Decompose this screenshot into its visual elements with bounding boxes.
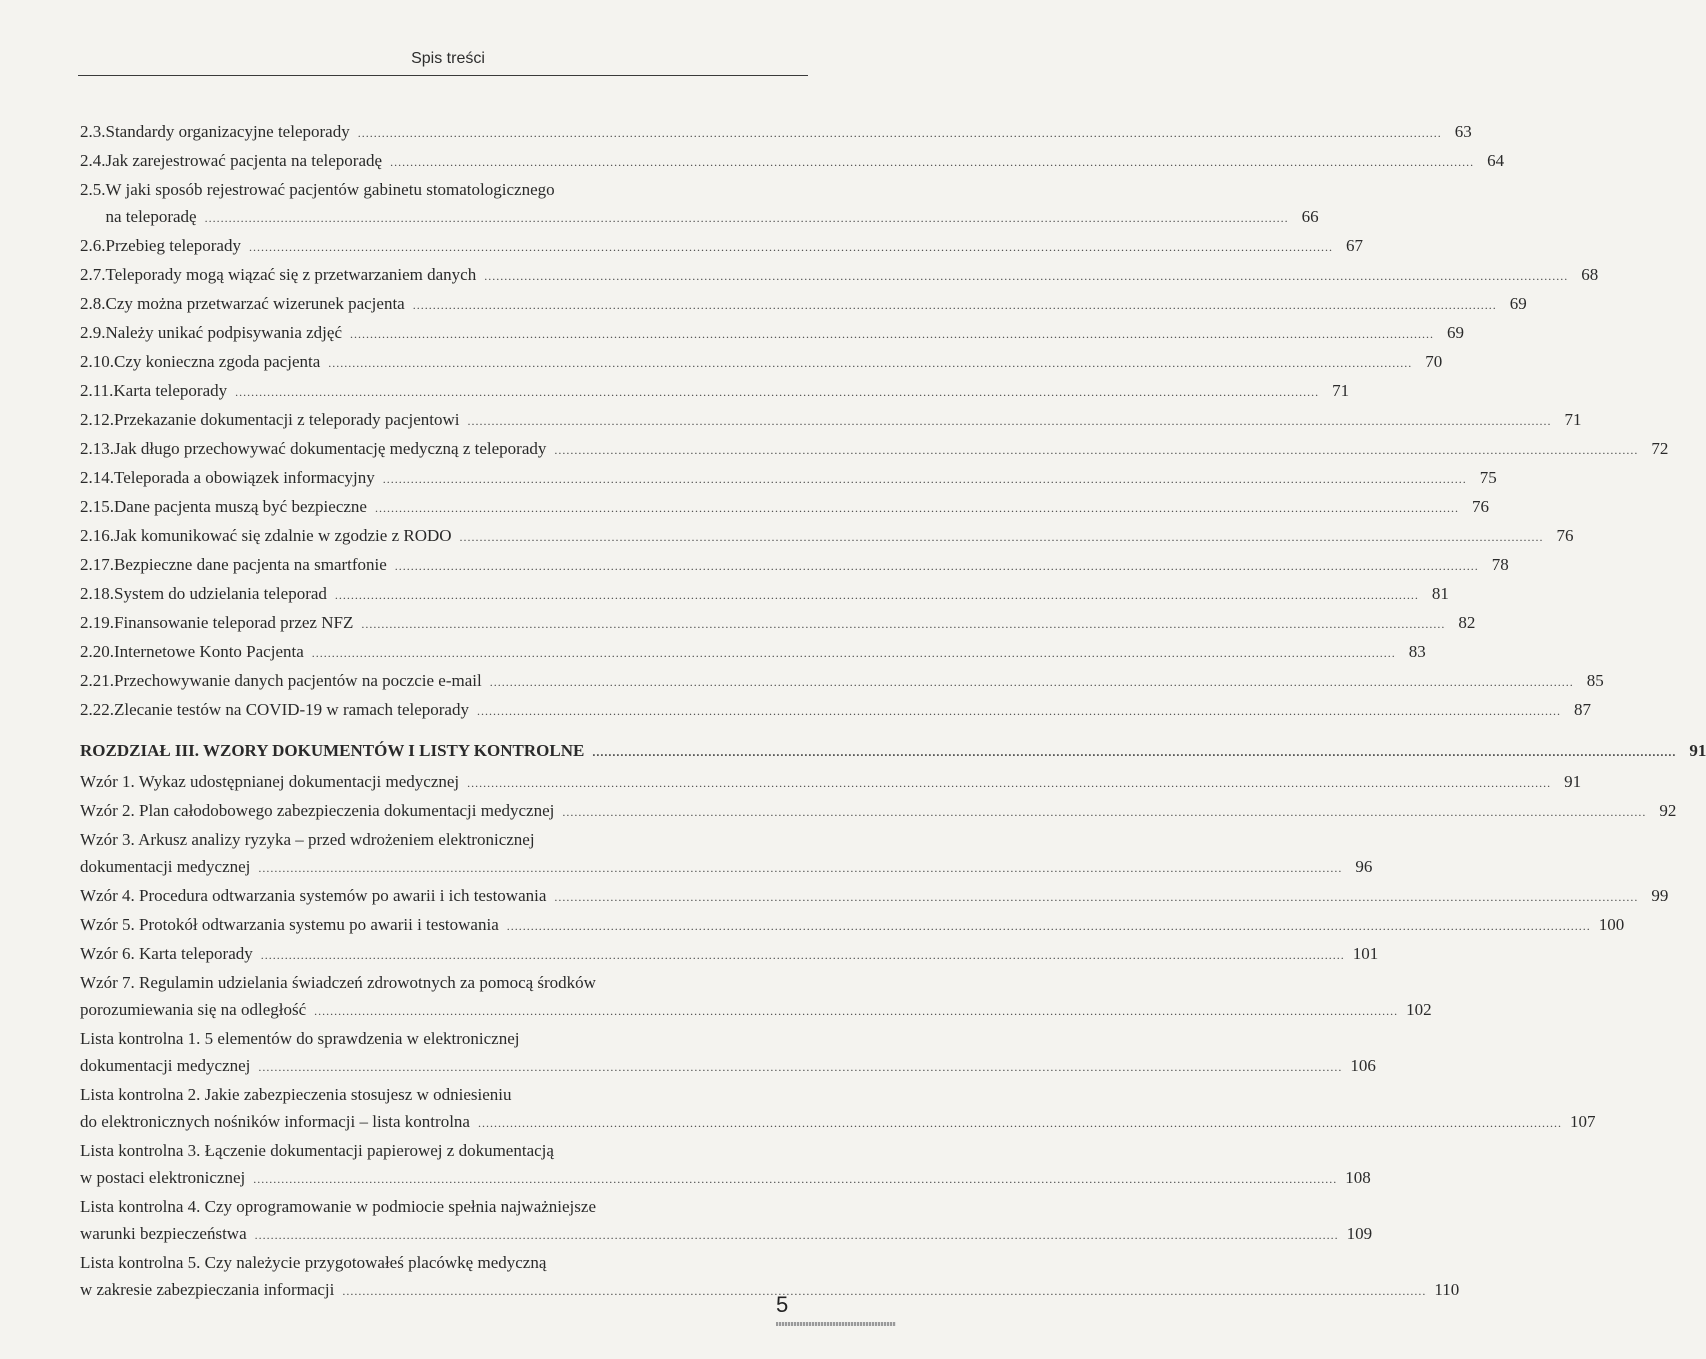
- entry-number: 2.8.: [80, 294, 106, 313]
- toc-entry[interactable]: [80, 435, 1669, 464]
- entry-page: 71: [1332, 381, 1350, 400]
- entry-page: 100: [1598, 915, 1625, 934]
- toc-entry[interactable]: [80, 406, 1582, 435]
- entry-body: [106, 176, 1319, 232]
- dot-leader: [467, 770, 1551, 797]
- dot-leader: [342, 1278, 1426, 1305]
- dot-leader: [468, 408, 1552, 435]
- entry-page: 76: [1471, 497, 1489, 516]
- entry-body: [106, 118, 1450, 147]
- entry-number: 2.22.: [80, 700, 114, 719]
- entry-title-line: Lista kontrolna 4. Czy oprogramowanie w podmiocie spełnia najważniejsze: [80, 1197, 596, 1216]
- entry-title-line: Wzór 3. Arkusz analizy ryzyka – przed wdrożeniem elektronicznej: [80, 830, 535, 849]
- dot-leader: [249, 234, 1333, 261]
- toc-entry[interactable]: [80, 290, 1527, 319]
- entry-title: Teleporada a obowiązek informacyjny: [114, 468, 375, 487]
- dot-leader: [554, 437, 1638, 464]
- entry-title: Teleporady mogą wiązać się z przetwarzaniem danych: [105, 265, 477, 284]
- dot-leader: [255, 1222, 1339, 1249]
- toc-entry[interactable]: [80, 464, 1497, 493]
- entry-body: [114, 696, 1569, 725]
- dot-leader: [258, 855, 1342, 882]
- entry-body: [114, 435, 1646, 464]
- entry-body: [106, 319, 1443, 348]
- entry-title: Zlecanie testów na COVID-19 w ramach teleporady: [114, 700, 469, 719]
- entry-page: 108: [1345, 1168, 1371, 1187]
- entry-body: [106, 290, 1505, 319]
- entry-number: 2.13.: [80, 439, 114, 458]
- entry-page: 101: [1352, 944, 1379, 963]
- entry-page: 75: [1479, 468, 1497, 487]
- entry-page: 109: [1346, 1224, 1373, 1243]
- entry-page: 85: [1586, 671, 1604, 690]
- page-number: 5: [776, 1292, 789, 1317]
- dot-leader: [350, 321, 1434, 348]
- toc-entry[interactable]: [80, 609, 1476, 638]
- template-list: [80, 768, 1677, 1305]
- entry-number: 2.18.: [80, 584, 114, 603]
- entry-body: [114, 609, 1453, 638]
- entry-page: 87: [1573, 700, 1591, 719]
- entry-number: 2.20.: [80, 642, 114, 661]
- entry-number: 2.5.: [80, 180, 106, 199]
- entry-title: System do udzielania teleporad: [114, 584, 327, 603]
- entry-title: Karta teleporady: [113, 381, 228, 400]
- entry-body: [114, 667, 1582, 696]
- footer-rule: [776, 1322, 896, 1326]
- toc-entry[interactable]: [80, 882, 1669, 911]
- entry-body: [80, 797, 1654, 826]
- entry-body: [114, 522, 1552, 551]
- entry-title: Bezpieczne dane pacjenta na smartfonie: [114, 555, 387, 574]
- entry-number: 2.6.: [80, 236, 106, 255]
- entry-title: Przechowywanie danych pacjentów na poczcie e-mail: [114, 671, 482, 690]
- toc-entry[interactable]: [80, 638, 1426, 667]
- entry-body: [113, 377, 1327, 406]
- toc-entry[interactable]: [80, 969, 1432, 1025]
- dot-leader: [361, 611, 1445, 638]
- toc-entry[interactable]: [80, 261, 1599, 290]
- entry-title: porozumiewania się na odległość: [80, 1000, 307, 1019]
- entry-number: 2.21.: [80, 671, 114, 690]
- entry-title-line: Lista kontrolna 5. Czy należycie przygotowałeś placówkę medyczną: [80, 1253, 547, 1272]
- entry-body: [114, 348, 1420, 377]
- entry-page: 70: [1425, 352, 1443, 371]
- toc-entry[interactable]: [80, 1193, 1373, 1249]
- entry-title-line: Lista kontrolna 2. Jakie zabezpieczenia stosujesz w odniesieniu: [80, 1085, 512, 1104]
- entry-title: Finansowanie teleporad przez NFZ: [114, 613, 354, 632]
- toc-entry[interactable]: [80, 580, 1449, 609]
- entry-number: 2.12.: [80, 410, 114, 429]
- entry-title: warunki bezpieczeństwa: [80, 1224, 247, 1243]
- entry-page: 63: [1454, 122, 1472, 141]
- entry-title-line: Wzór 7. Regulamin udzielania świadczeń zdrowotnych za pomocą środków: [80, 973, 596, 992]
- entry-title: Wzór 5. Protokół odtwarzania systemu po awarii i testowania: [80, 915, 499, 934]
- entry-body: [114, 406, 1560, 435]
- chapter-heading[interactable]: [80, 737, 1706, 766]
- entry-body: [80, 1052, 1350, 1081]
- table-of-contents: [80, 118, 1706, 1305]
- entry-title: Czy można przetwarzać wizerunek pacjenta: [105, 294, 405, 313]
- entry-title-wrap: [106, 203, 1319, 232]
- section-list: [80, 118, 1669, 725]
- toc-entry[interactable]: [80, 1137, 1371, 1193]
- toc-entry[interactable]: [80, 1081, 1596, 1137]
- dot-leader: [490, 669, 1574, 696]
- toc-entry[interactable]: [80, 348, 1443, 377]
- entry-body: [80, 940, 1353, 969]
- entry-last-line: [80, 1052, 1376, 1081]
- entry-title: Przekazanie dokumentacji z teleporady pacjentowi: [114, 410, 460, 429]
- dot-leader: [507, 913, 1591, 940]
- entry-number: 2.4.: [80, 151, 106, 170]
- entry-title: dokumentacji medycznej: [80, 1056, 251, 1075]
- entry-title: do elektronicznych nośników informacji – lista kontrolna: [80, 1112, 470, 1131]
- running-head: Spis treści: [411, 50, 485, 67]
- dot-leader: [554, 884, 1638, 911]
- entry-page: 66: [1301, 207, 1319, 226]
- entry-title: Standardy organizacyjne teleporady: [105, 122, 350, 141]
- entry-body: [80, 1276, 1434, 1305]
- entry-body: [106, 261, 1577, 290]
- entry-last-line: [80, 1108, 1596, 1137]
- toc-entry[interactable]: [80, 232, 1363, 261]
- entry-number: 2.15.: [80, 497, 114, 516]
- entry-body: [114, 551, 1487, 580]
- toc-entry[interactable]: [80, 826, 1373, 882]
- entry-title-line: Lista kontrolna 3. Łączenie dokumentacji papierowej z dokumentacją: [80, 1141, 554, 1160]
- toc-entry[interactable]: [80, 696, 1591, 725]
- entry-page: 83: [1408, 642, 1426, 661]
- entry-page: 99: [1651, 886, 1669, 905]
- toc-entry[interactable]: [80, 118, 1472, 147]
- entry-page: 81: [1431, 584, 1449, 603]
- entry-page: 69: [1447, 323, 1464, 342]
- toc-entry[interactable]: [80, 147, 1505, 176]
- dot-leader: [312, 640, 1396, 667]
- entry-page: 82: [1458, 613, 1476, 632]
- entry-page: 107: [1569, 1112, 1596, 1131]
- chapter-title: ROZDZIAŁ III. WZORY DOKUMENTÓW I LISTY KONTROLNE: [80, 741, 585, 760]
- dot-leader: [261, 942, 1345, 969]
- entry-body: [114, 493, 1467, 522]
- entry-page: 76: [1556, 526, 1574, 545]
- entry-title: Internetowe Konto Pacjenta: [114, 642, 304, 661]
- toc-entry[interactable]: [80, 1249, 1460, 1305]
- entry-title: Dane pacjenta muszą być bezpieczne: [114, 497, 367, 516]
- dot-leader: [478, 1110, 1562, 1137]
- dot-leader: [235, 379, 1319, 406]
- dot-leader: [358, 120, 1442, 147]
- toc-entry[interactable]: [80, 768, 1582, 797]
- dot-leader: [484, 263, 1568, 290]
- entry-title: w postaci elektronicznej: [80, 1168, 246, 1187]
- entry-title-line: W jaki sposób rejestrować pacjentów gabinetu stomatologicznego: [105, 180, 555, 199]
- dot-leader: [477, 698, 1561, 725]
- entry-page: 72: [1651, 439, 1669, 458]
- entry-title: Jak długo przechowywać dokumentację medyczną z teleporady: [114, 439, 547, 458]
- entry-body: [80, 1108, 1570, 1137]
- toc-entry[interactable]: [80, 493, 1489, 522]
- entry-title: dokumentacji medycznej: [80, 857, 251, 876]
- entry-title: Przebieg teleporady: [105, 236, 241, 255]
- entry-last-line: [80, 1220, 1373, 1249]
- entry-number: 2.11.: [80, 381, 114, 400]
- entry-number: 2.17.: [80, 555, 114, 574]
- entry-title: na teleporadę: [105, 207, 197, 226]
- entry-number: 2.9.: [80, 323, 106, 342]
- entry-page: 96: [1355, 857, 1373, 876]
- dot-leader: [253, 1166, 1337, 1193]
- dot-leader: [395, 553, 1479, 580]
- entry-body: [80, 1220, 1347, 1249]
- entry-title: Wzór 4. Procedura odtwarzania systemów po awarii i ich testowania: [80, 886, 547, 905]
- entry-body: [80, 882, 1646, 911]
- entry-number: 2.3.: [80, 122, 106, 141]
- dot-leader: [460, 524, 1544, 551]
- entry-page: 110: [1434, 1280, 1460, 1299]
- dot-leader: [258, 1054, 1342, 1081]
- entry-number: 2.16.: [80, 526, 114, 545]
- entry-page: 64: [1487, 151, 1505, 170]
- entry-page: 102: [1406, 1000, 1432, 1019]
- entry-title: Czy konieczna zgoda pacjenta: [114, 352, 321, 371]
- entry-number: 2.19.: [80, 613, 114, 632]
- toc-entry[interactable]: [80, 940, 1379, 969]
- entry-title: w zakresie zabezpieczania informacji: [80, 1280, 335, 1299]
- header-rule: [78, 75, 808, 76]
- entry-last-line: [80, 1164, 1371, 1193]
- entry-title: Jak komunikować się zdalnie w zgodzie z RODO: [114, 526, 452, 545]
- dot-leader: [390, 149, 1474, 176]
- entry-title: Jak zarejestrować pacjenta na teleporadę: [105, 151, 383, 170]
- entry-last-line: [80, 1276, 1460, 1305]
- toc-entry[interactable]: [80, 911, 1625, 940]
- entry-page: 106: [1350, 1056, 1376, 1075]
- dot-leader: [335, 582, 1419, 609]
- entry-number: 2.10.: [80, 352, 114, 371]
- toc-entry[interactable]: [80, 551, 1509, 580]
- entry-body: [114, 638, 1404, 667]
- entry-page: 69: [1509, 294, 1527, 313]
- entry-title: Wzór 2. Plan całodobowego zabezpieczenia dokumentacji medycznej: [80, 801, 555, 820]
- dot-leader: [375, 495, 1459, 522]
- entry-body: [114, 580, 1427, 609]
- dot-leader: [328, 350, 1412, 377]
- toc-entry[interactable]: [80, 377, 1350, 406]
- chapter-page: 91: [1689, 741, 1706, 760]
- toc-entry[interactable]: [80, 1025, 1376, 1081]
- toc-entry[interactable]: [80, 667, 1604, 696]
- dot-leader: [562, 799, 1646, 826]
- toc-entry[interactable]: [80, 319, 1464, 348]
- entry-page: 92: [1659, 801, 1677, 820]
- entry-title: Należy unikać podpisywania zdjęć: [105, 323, 342, 342]
- toc-entry[interactable]: [80, 522, 1574, 551]
- entry-page: 91: [1564, 772, 1582, 791]
- entry-number: 2.14.: [80, 468, 114, 487]
- entry-page: 71: [1564, 410, 1582, 429]
- entry-body: [80, 911, 1599, 940]
- dot-leader: [314, 998, 1398, 1025]
- dot-leader: [413, 292, 1497, 319]
- entry-title-line: Lista kontrolna 1. 5 elementów do sprawdzenia w elektronicznej: [80, 1029, 520, 1048]
- entry-body: [80, 996, 1406, 1025]
- entry-body: [114, 464, 1475, 493]
- toc-entry[interactable]: [80, 176, 1319, 232]
- entry-body: [106, 232, 1341, 261]
- entry-page: 68: [1581, 265, 1599, 284]
- entry-page: 78: [1491, 555, 1509, 574]
- entry-last-line: [80, 996, 1432, 1025]
- dot-leader: [205, 205, 1289, 232]
- dot-leader: [592, 739, 1676, 766]
- entry-last-line: [80, 853, 1373, 882]
- entry-body: [80, 1164, 1345, 1193]
- dot-leader: [383, 466, 1467, 493]
- entry-number: 2.7.: [80, 265, 106, 284]
- entry-body: [106, 147, 1483, 176]
- entry-body: [80, 768, 1559, 797]
- entry-body: [80, 853, 1350, 882]
- entry-page: 67: [1345, 236, 1363, 255]
- entry-title: Wzór 6. Karta teleporady: [80, 944, 253, 963]
- entry-title: Wzór 1. Wykaz udostępnianej dokumentacji medycznej: [80, 772, 460, 791]
- toc-entry[interactable]: [80, 797, 1677, 826]
